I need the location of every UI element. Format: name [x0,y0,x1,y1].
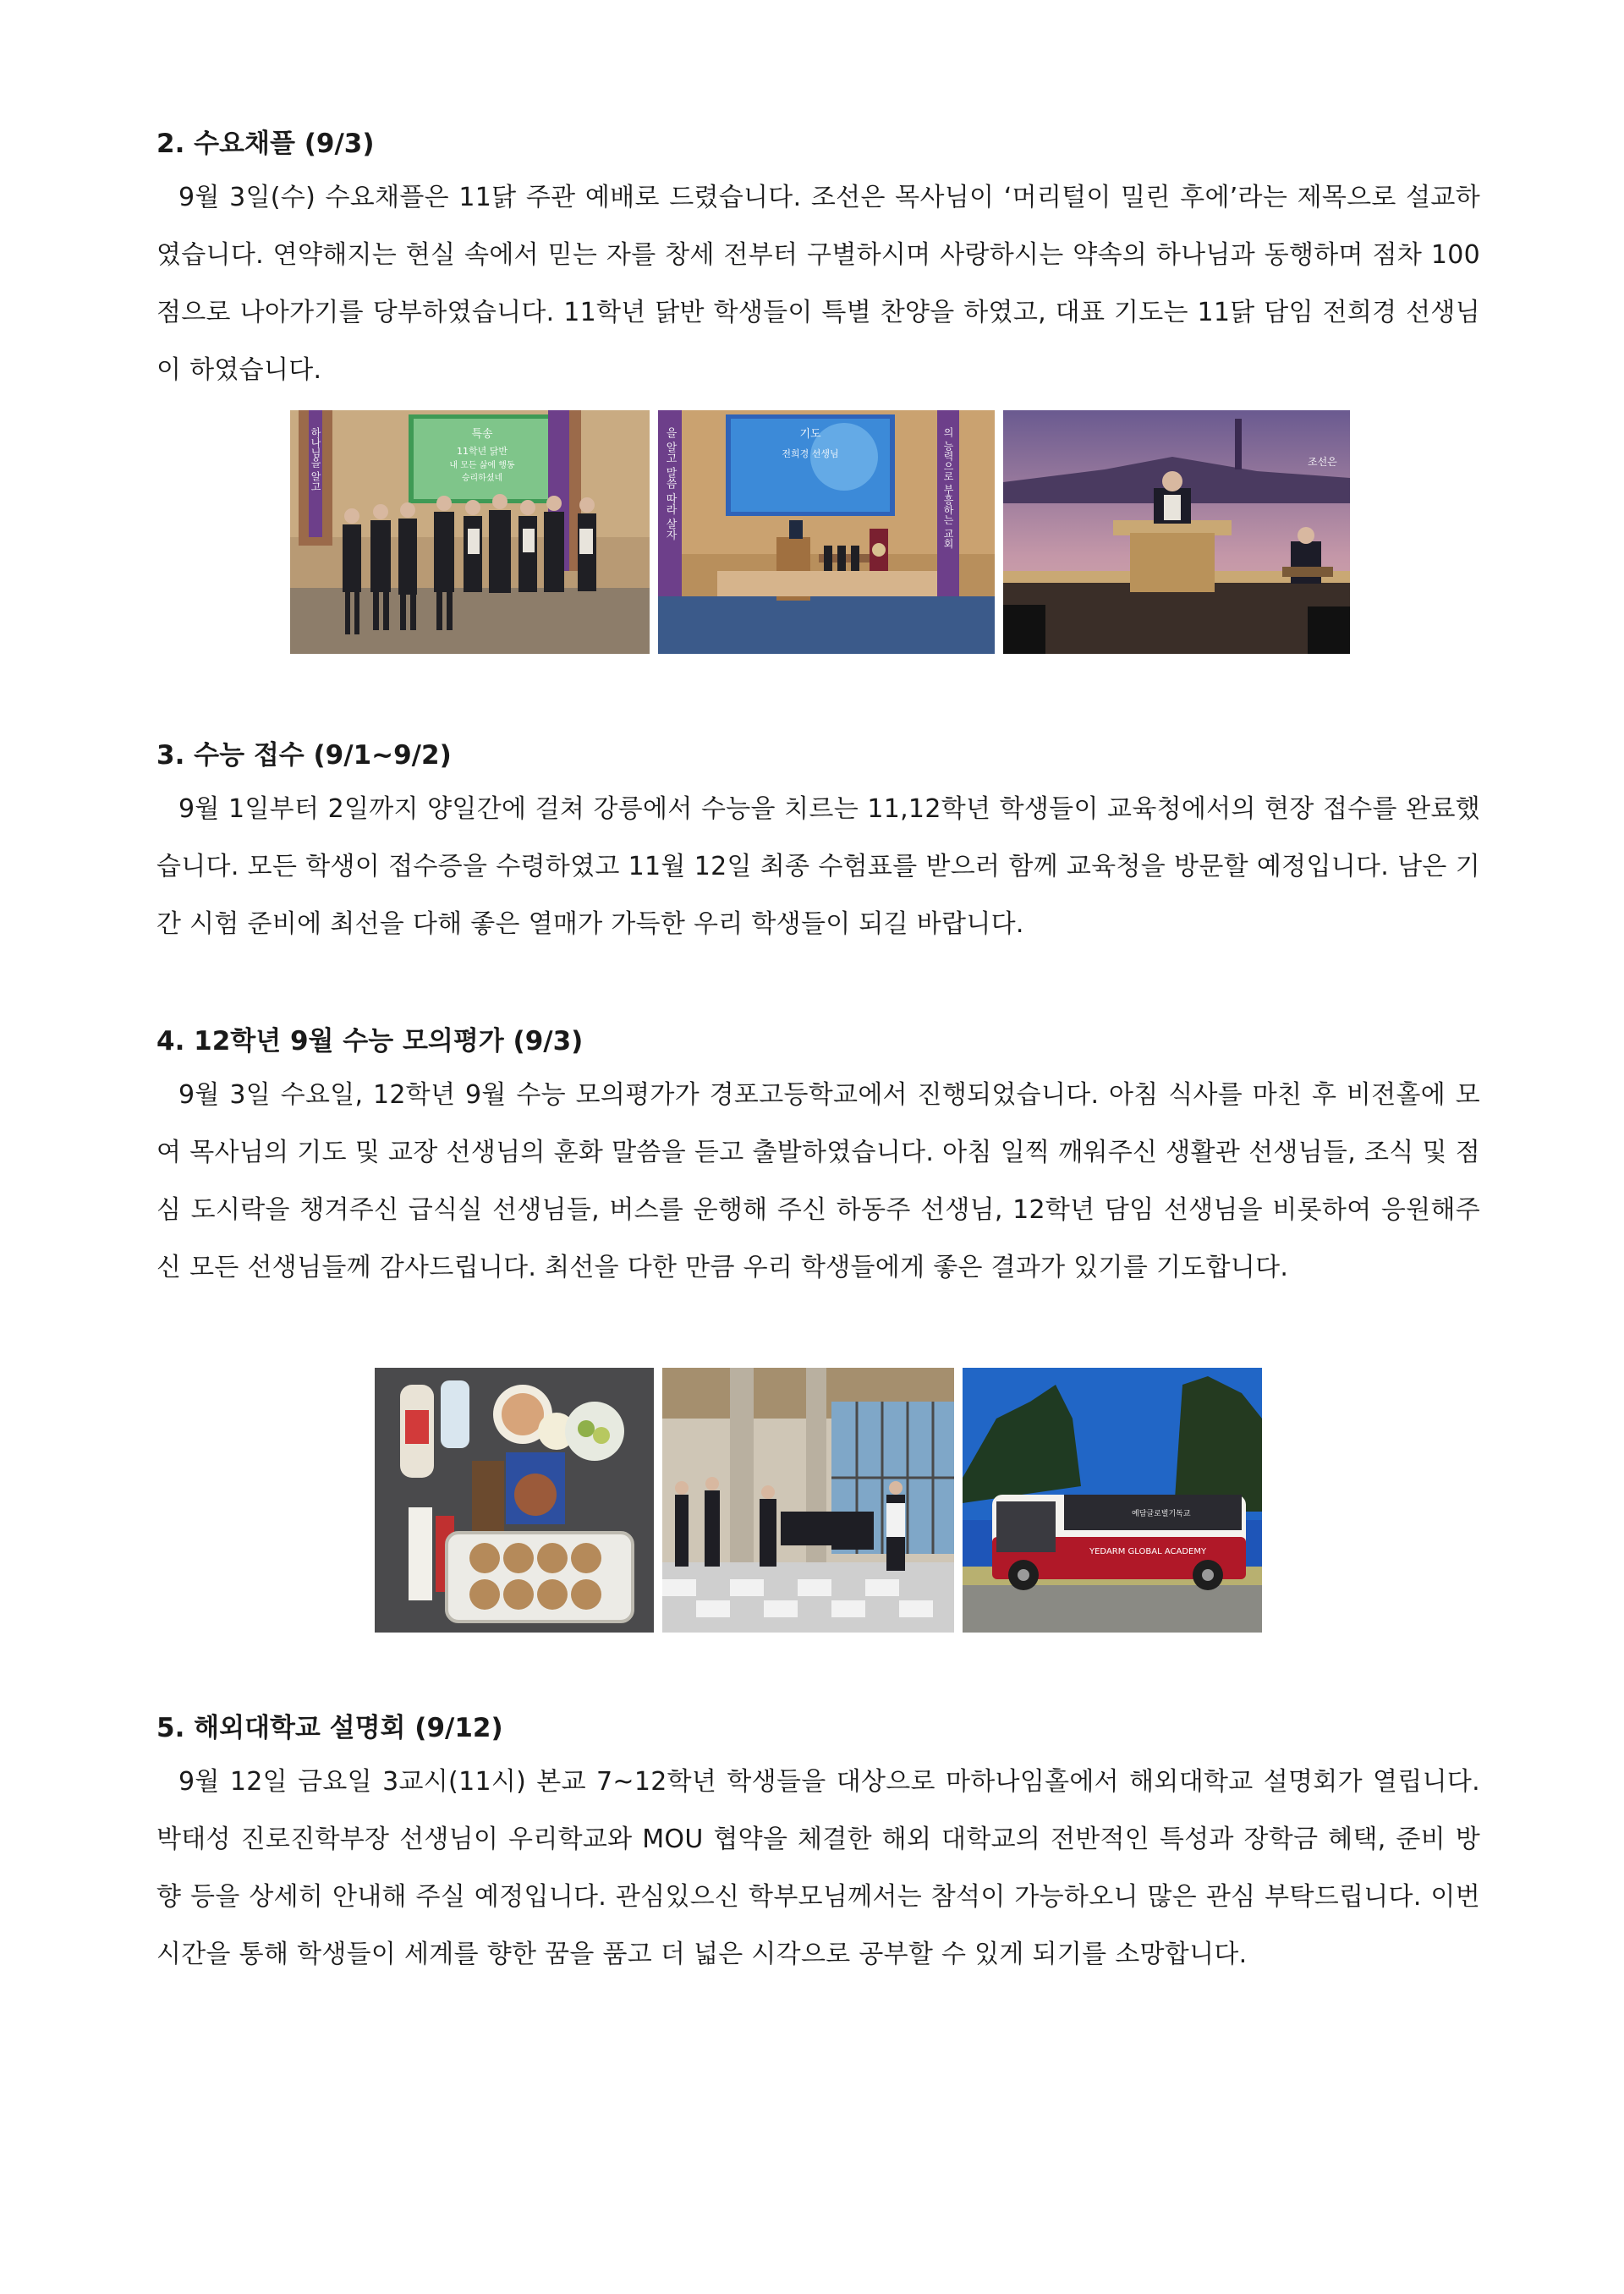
section-wednesday-chapel [156,127,1480,399]
exam-photo-row [375,1368,1262,1633]
section-csat-registration [156,738,1480,953]
lunchbox-photo [375,1368,654,1633]
section-mock-exam [156,1024,1480,1297]
screen-title: 기도 [799,428,821,441]
banner-text: 을 알고 말씀 따라 살자 [663,427,677,541]
bus-korean-label: 예담글로벌기독교 [1132,1510,1191,1518]
screen-line: 11학년 닭반 [457,446,508,457]
chapel-sermon-photo [1003,410,1350,654]
screen-title: 특송 [471,428,493,441]
school-bus-photo [963,1368,1262,1633]
chapel-prayer-photo [658,410,995,654]
section-heading: 4. 12학년 9월 수능 모의평가 (9/3) [156,1026,584,1056]
chapel-photo-row [290,410,1350,654]
section-body: 9월 12일 금요일 3교시(11시) 본교 7~12학년 학생들을 대상으로 마하나임홀에서 해외대학교 설명회가 열립니다. 박태성 진로진학부장 선생님이 우리학교와 MOU 협약을 체결한 해외 대학교의 전반적인 특성과 장학금 혜택, 준비 방향 등을 상세히 안내해 주실 예정입니다. 관심있으신 학부모님께서는 참석이 가능하오니 많은 관심 부탁드립니다. 이번 시간을 통해 학생들이 세계를 향한 꿈을 품고 더 넓은 시각으로 공부할 수 있게 되기를 소망합니다. [156,1767,1480,1969]
section-body: 9월 1일부터 2일까지 양일간에 걸쳐 강릉에서 수능을 치르는 11,12학년 학생들이 교육청에서의 현장 접수를 완료했습니다. 모든 학생이 접수증을 수령하였고 11월 12일 최종 수험표를 받으러 함께 교육청을 방문할 예정입니다. 남은 기간 시험 준비에 최선을 다해 좋은 열매가 가득한 우리 학생들이 되길 바랍니다. [156,794,1480,939]
banner-text: 하나님을 알고 [310,427,321,491]
screen-line: 내 모든 삶에 행동 [449,461,515,470]
screen-line: 전희경 선생님 [782,448,839,459]
screen-line: 승리하셨네 [461,474,503,483]
section-body: 9월 3일 수요일, 12학년 9월 수능 모의평가가 경포고등학교에서 진행되었습니다. 아침 식사를 마친 후 비전홀에 모여 목사님의 기도 및 교장 선생님의 훈화 말씀을 듣고 출발하였습니다. 아침 일찍 깨워주신 생활관 선생님들, 조식 및 점심 도시락을 챙겨주신 급식실 선생님들, 버스를 운행해 주신 하동주 선생님, 12학년 담임 선생님을 비롯하여 응원해주신 모든 선생님들께 감사드립니다. 최선을 다한 만큼 우리 학생들에게 좋은 결과가 있기를 기도합니다. [156,1080,1480,1282]
section-body: 9월 3일(수) 수요채플은 11닭 주관 예배로 드렸습니다. 조선은 목사님이 ‘머리털이 밀린 후에’라는 제목으로 설교하였습니다. 연약해지는 현실 속에서 믿는 자를 창세 전부터 구별하시며 사랑하시는 약속의 하나님과 동행하며 점차 100점으로 나아가기를 당부하였습니다. 11학년 닭반 학생들이 특별 찬양을 하였고, 대표 기도는 11닭 담임 전희경 선생님이 하였습니다. [156,183,1480,385]
section-heading: 3. 수능 접수 (9/1~9/2) [156,740,452,771]
section-heading: 2. 수요채플 (9/3) [156,129,375,159]
hall-gathering-photo [662,1368,954,1633]
chapel-choir-photo [290,410,650,654]
screen-caption: 조선은 [1308,456,1337,468]
section-heading: 5. 해외대학교 설명회 (9/12) [156,1713,503,1743]
banner-text: 의 능력으로 부흥하는 교회 [942,427,954,549]
bus-label: YEDARM GLOBAL ACADEMY [1089,1547,1207,1556]
section-overseas-university-info [156,1711,1480,1984]
